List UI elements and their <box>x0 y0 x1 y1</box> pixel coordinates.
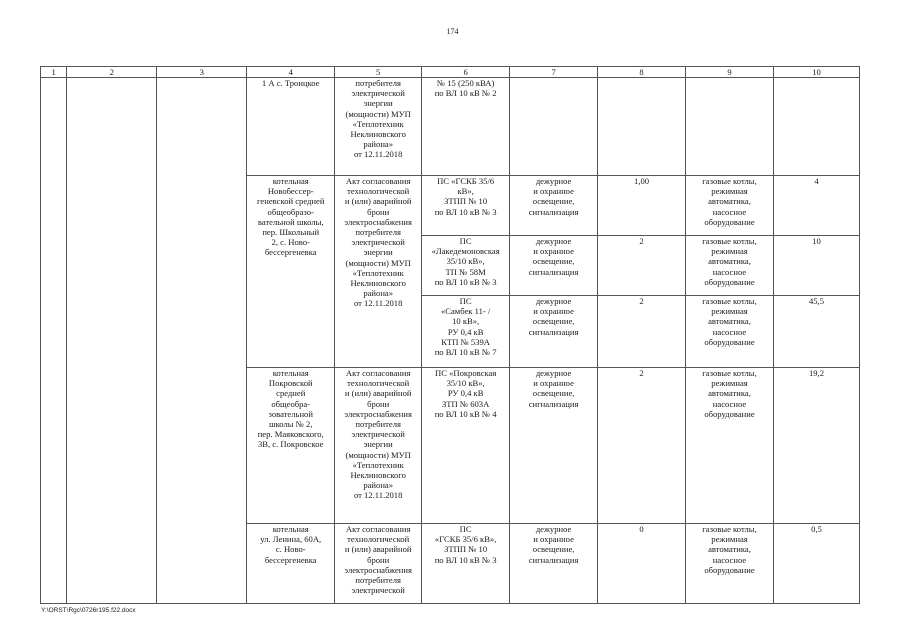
column-header: 1 <box>41 67 67 78</box>
act-reference-cell-line: энергии <box>363 439 393 450</box>
act-reference-cell-line: «Теплотехник <box>352 118 404 129</box>
act-reference-cell-line: района» <box>363 480 394 491</box>
act-reference-cell-line: энергии <box>363 98 393 109</box>
load-type-cell-line: сигнализация <box>528 326 579 337</box>
act-reference-cell-line: «Теплотехник <box>352 459 404 470</box>
equipment-cell-line: газовые котлы, <box>702 296 757 306</box>
object-name-cell-line: котельная <box>272 176 309 186</box>
load-type-cell-line: и охранное <box>533 306 574 317</box>
load-type-cell-line: сигнализация <box>528 266 579 277</box>
col1-cell <box>41 78 67 604</box>
substation-cell-line: по ВЛ 10 кВ № 3 <box>434 554 497 565</box>
act-reference-cell-line: энергии <box>363 247 393 258</box>
equipment-cell-line: насосное <box>712 206 747 217</box>
equipment-cell-line: режимная <box>711 378 748 389</box>
object-name-cell-line: пер. Маяковского, <box>257 429 324 440</box>
act-reference-cell-line: (мощности) МУП <box>345 449 411 460</box>
load-type-cell-line: освещение, <box>532 316 575 327</box>
equipment-cell <box>686 176 774 236</box>
equipment-cell-line: автоматика, <box>708 388 751 399</box>
object-name-cell-line: геневской средней <box>257 196 325 207</box>
act-reference-cell-line: от 12.11.2018 <box>353 149 403 160</box>
equipment-cell <box>686 236 774 296</box>
object-name-cell-line: бессергеневка <box>264 247 317 258</box>
load-type-cell-line: и охранное <box>533 378 574 389</box>
time-value-cell: 45,5 <box>773 296 859 368</box>
object-name-cell-line: пер. Школьный <box>262 227 320 238</box>
substation-cell <box>422 176 510 236</box>
equipment-cell <box>686 368 774 524</box>
act-reference-cell-line: электрической <box>351 237 405 248</box>
object-name-cell-line: ул. Ленина, 60А, <box>260 534 322 545</box>
column-header: 3 <box>157 67 247 78</box>
act-reference-cell <box>335 176 422 368</box>
power-value-cell: 1,00 <box>598 176 686 236</box>
substation-cell-line: «ГСКБ 35/6 кВ», <box>434 534 497 545</box>
load-type-cell-line: и охранное <box>533 534 574 545</box>
act-reference-cell-line: электрической <box>351 88 405 99</box>
act-reference-cell-line: потребителя <box>355 227 401 238</box>
equipment-cell-line: режимная <box>711 306 748 317</box>
substation-cell-line: РУ 0,4 кВ <box>447 388 484 399</box>
equipment-cell-line: газовые котлы, <box>702 368 757 378</box>
load-type-cell <box>510 368 598 524</box>
load-type-cell-line: дежурное <box>535 296 572 306</box>
substation-cell-line: 10 кВ», <box>452 316 480 327</box>
act-reference-cell-line: потребителя <box>355 575 401 586</box>
act-reference-cell-line: от 12.11.2018 <box>353 490 403 501</box>
footer-file-path: Y:\ORST\Rgc\0726r195.f22.docx <box>41 607 136 614</box>
load-type-cell-line: сигнализация <box>528 554 579 565</box>
substation-cell-line: по ВЛ 10 кВ № 4 <box>434 408 497 419</box>
substation-cell-line: КТП № 539А <box>441 336 491 347</box>
substation-cell-line: РУ 0,4 кВ <box>447 326 484 337</box>
act-reference-cell-line: электрической <box>351 429 405 440</box>
load-type-cell-line: дежурное <box>535 176 572 186</box>
column-header: 6 <box>422 67 510 78</box>
substation-cell-line: 35/10 кВ», <box>446 256 485 267</box>
substation-cell-line: ПС «ГСКБ 35/6 <box>437 176 495 186</box>
equipment-cell-line: оборудование <box>704 564 755 575</box>
col2-cell <box>67 78 157 604</box>
act-reference-cell-line: Акт согласования <box>345 368 411 378</box>
act-reference-cell-line: Акт согласования <box>345 524 411 534</box>
object-name-cell-line: вательной школы, <box>257 216 324 227</box>
substation-cell-line: по ВЛ 10 кВ № 3 <box>434 206 497 217</box>
equipment-cell-line: оборудование <box>704 276 755 287</box>
substation-cell-line: «Лакедемоновская <box>431 246 500 257</box>
power-value-cell <box>598 78 686 176</box>
load-type-cell-line: дежурное <box>535 524 572 534</box>
object-name-cell <box>247 368 335 524</box>
column-header: 4 <box>247 67 335 78</box>
power-value-cell: 0 <box>598 524 686 604</box>
page-number: 174 <box>446 27 459 36</box>
act-reference-cell-line: и (или) аварийной <box>344 544 412 555</box>
object-name-cell <box>247 176 335 368</box>
act-reference-cell-line: и (или) аварийной <box>344 196 412 207</box>
substation-cell-line: ПС <box>459 524 472 534</box>
act-reference-cell-line: брони <box>367 398 390 409</box>
column-header: 7 <box>510 67 598 78</box>
load-type-cell-line: освещение, <box>532 544 575 555</box>
equipment-cell-line: оборудование <box>704 408 755 419</box>
load-type-cell-line: сигнализация <box>528 398 579 409</box>
object-name-cell-line: Покровской <box>268 378 313 389</box>
act-reference-cell-line: электрической <box>351 585 405 596</box>
substation-cell-line: ПС <box>459 236 472 246</box>
time-value-cell: 10 <box>773 236 859 296</box>
act-reference-cell-line: Неклиновского <box>350 278 406 289</box>
column-header: 10 <box>773 67 859 78</box>
equipment-cell-line: насосное <box>712 266 747 277</box>
object-name-cell-line: 2, с. Ново- <box>271 237 310 248</box>
act-reference-cell-line: (мощности) МУП <box>345 108 411 119</box>
substation-cell-line: по ВЛ 10 кВ № 7 <box>434 347 497 358</box>
load-type-cell-line: сигнализация <box>528 206 579 217</box>
column-header: 2 <box>67 67 157 78</box>
act-reference-cell-line: технологической <box>347 186 410 197</box>
equipment-cell-line: газовые котлы, <box>702 176 757 186</box>
equipment-cell-line: автоматика, <box>708 196 751 207</box>
act-reference-cell-line: технологической <box>347 534 410 545</box>
act-reference-cell-line: потребителя <box>355 419 401 430</box>
object-name-cell <box>247 78 335 176</box>
load-type-cell-line: освещение, <box>532 256 575 267</box>
act-reference-cell-line: потребителя <box>355 78 401 88</box>
substation-cell <box>422 368 510 524</box>
act-reference-cell-line: Неклиновского <box>350 129 406 140</box>
equipment-cell-line: насосное <box>712 554 747 565</box>
load-type-cell <box>510 176 598 236</box>
act-reference-cell-line: от 12.11.2018 <box>353 298 403 309</box>
act-reference-cell <box>335 524 422 604</box>
act-reference-cell-line: (мощности) МУП <box>345 257 411 268</box>
substation-cell-line: ПС <box>459 296 472 306</box>
act-reference-cell <box>335 368 422 524</box>
equipment-cell-line: газовые котлы, <box>702 236 757 246</box>
load-type-cell-line: дежурное <box>535 368 572 378</box>
substation-cell-line: по ВЛ 10 кВ № 2 <box>434 88 497 99</box>
act-reference-cell-line: района» <box>363 139 394 150</box>
object-name-cell-line: 3В, с. Покровское <box>257 439 324 450</box>
substation-cell-line: кВ», <box>457 186 474 197</box>
substation-cell-line: № 15 (250 кВА) <box>436 78 495 88</box>
act-reference-cell-line: района» <box>363 288 394 299</box>
power-value-cell: 2 <box>598 296 686 368</box>
load-type-cell <box>510 78 598 176</box>
act-reference-cell <box>335 78 422 176</box>
time-value-cell: 4 <box>773 176 859 236</box>
power-value-cell: 2 <box>598 368 686 524</box>
substation-cell-line: ТП № 58М <box>445 266 486 277</box>
object-name-cell-line: бессергеневка <box>264 554 317 565</box>
equipment-cell-line: оборудование <box>704 216 755 227</box>
object-name-cell-line: котельная <box>272 524 309 534</box>
substation-cell <box>422 296 510 368</box>
substation-cell <box>422 524 510 604</box>
substation-cell <box>422 78 510 176</box>
substation-cell <box>422 236 510 296</box>
column-number-row <box>41 67 860 78</box>
time-value-cell: 0,5 <box>773 524 859 604</box>
equipment-cell <box>686 524 774 604</box>
time-value-cell <box>773 78 859 176</box>
equipment-cell-line: газовые котлы, <box>702 524 757 534</box>
object-name-cell <box>247 524 335 604</box>
act-reference-cell-line: и (или) аварийной <box>344 388 412 399</box>
equipment-cell-line: автоматика, <box>708 316 751 327</box>
substation-cell-line: «Самбек 11- / <box>440 306 491 317</box>
object-name-cell-line: общеобра- <box>271 398 311 409</box>
substation-cell-line: 35/10 кВ», <box>446 378 485 389</box>
act-reference-cell-line: брони <box>367 554 390 565</box>
substation-cell-line: ЗТП № 603А <box>441 398 490 409</box>
time-value-cell: 19,2 <box>773 368 859 524</box>
load-type-cell <box>510 236 598 296</box>
object-name-cell-line: средней <box>276 388 306 399</box>
act-reference-cell-line: электроснабжения <box>344 408 412 419</box>
substation-cell-line: ЗТПП № 10 <box>444 196 488 207</box>
column-header: 5 <box>335 67 422 78</box>
object-name-cell-line: школы № 2, <box>268 419 313 430</box>
table-row <box>41 78 860 176</box>
equipment-cell-line: режимная <box>711 534 748 545</box>
load-type-cell-line: освещение, <box>532 196 575 207</box>
equipment-cell-line: насосное <box>712 398 747 409</box>
equipment-cell-line: режимная <box>711 246 748 257</box>
equipment-cell-line: автоматика, <box>708 256 751 267</box>
act-reference-cell-line: технологической <box>347 378 410 389</box>
load-type-cell <box>510 296 598 368</box>
act-reference-cell-line: Неклиновского <box>350 470 406 481</box>
load-type-cell <box>510 524 598 604</box>
equipment-cell-line: автоматика, <box>708 544 751 555</box>
object-name-cell-line: зовательной <box>268 408 313 419</box>
equipment-cell <box>686 296 774 368</box>
object-name-cell-line: 1 А с. Троицкое <box>261 78 320 88</box>
load-type-cell-line: и охранное <box>533 246 574 257</box>
equipment-cell-line: насосное <box>712 326 747 337</box>
act-reference-cell-line: брони <box>367 206 390 217</box>
act-reference-cell-line: «Теплотехник <box>352 267 404 278</box>
act-reference-cell-line: электроснабжения <box>344 216 412 227</box>
substation-cell-line: ЗТПП № 10 <box>444 544 488 555</box>
substation-cell-line: по ВЛ 10 кВ № 3 <box>434 276 497 287</box>
object-name-cell-line: общеобразо- <box>267 206 314 217</box>
load-type-cell-line: дежурное <box>535 236 572 246</box>
load-type-cell-line: освещение, <box>532 388 575 399</box>
object-name-cell-line: Новобессер- <box>267 186 314 197</box>
act-reference-cell-line: Акт согласования <box>345 176 411 186</box>
data-table <box>40 66 860 604</box>
col3-cell <box>157 78 247 604</box>
equipment-cell <box>686 78 774 176</box>
column-header: 8 <box>598 67 686 78</box>
power-value-cell: 2 <box>598 236 686 296</box>
load-type-cell-line: и охранное <box>533 186 574 197</box>
object-name-cell-line: с. Ново- <box>275 544 306 555</box>
object-name-cell-line: котельная <box>272 368 309 378</box>
substation-cell-line: ПС «Покровская <box>434 368 497 378</box>
equipment-cell-line: режимная <box>711 186 748 197</box>
column-header: 9 <box>686 67 774 78</box>
equipment-cell-line: оборудование <box>704 336 755 347</box>
act-reference-cell-line: электроснабжения <box>344 564 412 575</box>
